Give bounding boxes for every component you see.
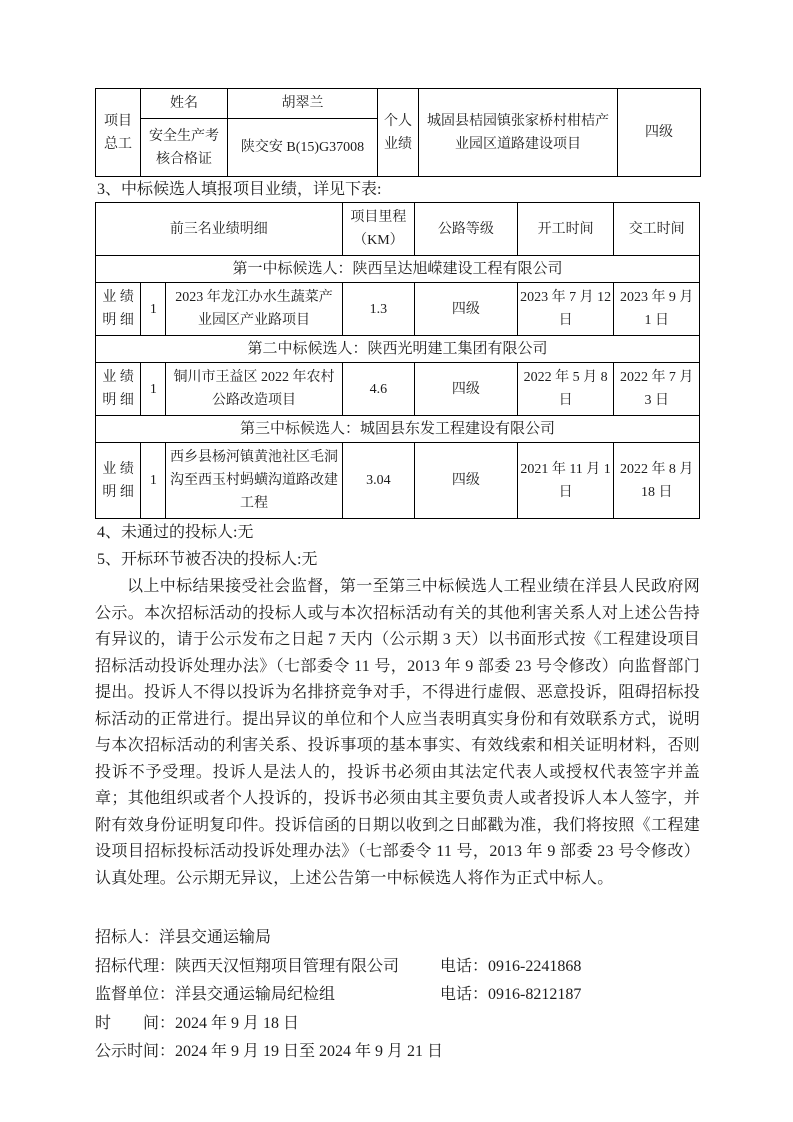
project-cell: 铜川市王益区 2022 年农村公路改造项目: [166, 363, 342, 416]
candidate-row-3: [96, 416, 700, 443]
finish-date-cell: 2022 年 7 月 3 日: [614, 363, 700, 416]
chief-engineer-table: [95, 88, 701, 177]
supervisor-value: 洋县交通运输局纪检组: [175, 986, 336, 1003]
header-mileage-cell: 项目里程（KM）: [342, 203, 414, 256]
supervisor-phone-text: [440, 981, 581, 1010]
mileage-cell: 4.6: [342, 363, 414, 416]
candidate-name: 第一中标候选人：陕西呈达旭嵘建设工程有限公司: [96, 256, 700, 283]
finish-date-cell: 2022 年 8 月 18 日: [614, 443, 700, 519]
mileage-cell: 1.3: [342, 283, 414, 336]
name-label-cell: 姓名: [141, 89, 228, 119]
date-value: 2024 年 9 月 18 日: [175, 1014, 300, 1032]
header-start-date-cell: 开工时间: [517, 203, 614, 256]
finish-date-cell: 2023 年 9 月 1 日: [614, 283, 700, 336]
road-grade-cell: 四级: [415, 363, 518, 416]
performance-table: [95, 202, 700, 519]
supervisor-phone-label: 电话：: [440, 986, 489, 1003]
date-line: [95, 1010, 700, 1039]
start-date-cell: 2021 年 11 月 1 日: [517, 443, 614, 519]
tenderer-text: [95, 924, 440, 953]
name-value-cell: 胡翠兰: [228, 89, 378, 119]
candidate-name: 第二中标候选人：陕西光明建工集团有限公司: [96, 336, 700, 363]
row-label-cell: 业 绩 明 细: [96, 363, 141, 416]
row-no-cell: 1: [141, 363, 166, 416]
project-cell: 2023 年龙江办水生蔬菜产业园区产业路项目: [166, 283, 342, 336]
agent-line: [95, 953, 700, 982]
supervisor-phone-value: 0916-8212187: [488, 986, 582, 1003]
road-grade-cell: 四级: [415, 283, 518, 336]
start-date-cell: 2023 年 7 月 12 日: [517, 283, 614, 336]
road-grade-cell: 四级: [415, 443, 518, 519]
performance-label-cell: 个人业绩: [378, 89, 419, 177]
section5-line: 5、开标环节被否决的投标人:无: [97, 551, 318, 568]
performance-row-2: [96, 363, 700, 416]
footer-info: [95, 924, 700, 1067]
project-cell: 西乡县杨河镇黄池社区毛洞沟至西玉村蚂蟥沟道路改建工程: [166, 443, 342, 519]
supervisor-line: [95, 981, 700, 1010]
performance-project-cell: 城固县桔园镇张家桥村柑桔产业园区道路建设项目: [419, 89, 618, 177]
tenderer-value: 洋县交通运输局: [159, 929, 272, 946]
grade-cell: 四级: [618, 89, 701, 177]
candidate-row-1: [96, 256, 700, 283]
mileage-cell: 3.04: [342, 443, 414, 519]
agent-phone-label: 电话：: [440, 957, 489, 975]
agent-label: 招标代理：: [95, 957, 176, 975]
publicity-value: 2024 年 9 月 19 日至 2024 年 9 月 21 日: [175, 1043, 444, 1060]
start-date-cell: 2022 年 5 月 8 日: [517, 363, 614, 416]
agent-text: [95, 953, 440, 982]
row-no-cell: 1: [141, 283, 166, 336]
role-cell: 项目总工: [96, 89, 141, 177]
date-label: 时 间：: [95, 1014, 176, 1032]
publicity-label: 公示时间：: [95, 1043, 176, 1060]
candidate-row-2: [96, 336, 700, 363]
supervisor-text: [95, 981, 440, 1010]
header-detail-cell: 前三名业绩明细: [96, 203, 343, 256]
section4-line: 4、未通过的投标人:无: [97, 524, 254, 541]
header-road-grade-cell: 公路等级: [415, 203, 518, 256]
performance-row-1: [96, 283, 700, 336]
row-no-cell: 1: [141, 443, 166, 519]
cert-value-cell: 陕交安 B(15)G37008: [228, 119, 378, 177]
tenderer-line: [95, 924, 700, 953]
publicity-text: [95, 1038, 443, 1067]
performance-row-3: [96, 443, 700, 519]
cert-label-cell: 安全生产考核合格证: [141, 119, 228, 177]
date-text: [95, 1010, 440, 1039]
table-header-row: [96, 203, 700, 256]
header-finish-date-cell: 交工时间: [614, 203, 700, 256]
section3-heading: 3、中标候选人填报项目业绩，详见下表:: [97, 181, 382, 198]
table-row: [96, 89, 701, 119]
candidate-name: 第三中标候选人：城固县东发工程建设有限公司: [96, 416, 700, 443]
supervisor-label: 监督单位：: [95, 986, 176, 1003]
publicity-line: [95, 1038, 700, 1067]
agent-phone-value: 0916-2241868: [488, 957, 582, 975]
agent-phone-text: [440, 953, 581, 982]
tenderer-label: 招标人：: [95, 929, 160, 946]
row-label-cell: 业 绩 明 细: [96, 443, 141, 519]
row-label-cell: 业 绩 明 细: [96, 283, 141, 336]
agent-value: 陕西天汉恒翔项目管理有限公司: [175, 957, 400, 975]
supervision-notice-paragraph: 以上中标结果接受社会监督，第一至第三中标候选人工程业绩在洋县人民政府网公示。本次招标活动的投标人或与本次招标活动有关的其他利害关系人对上述公告持有异议的，请于公示发布之日起 7 天内（公示期 3 天）以书面形式按《工程建设项目招标活动投诉处理办法》（七部委令 11 号，2013 年 9 部委 23 号令修改）向监督部门提出。投诉人不得以投诉为名排挤竞争对手，不得进行虚假、恶意投诉，阻碍招标投标活动的正常进行。提出异议的单位和个人应当表明真实身份和有效联系方式，说明与本次招标活动的利害关系、投诉事项的基本事实、有效线索和相关证明材料，否则投诉不予受理。投诉人是法人的，投诉书必须由其法定代表人或授权代表签字并盖章；其他组织或者个人投诉的，投诉书必须由其主要负责人或者投诉人本人签字，并附有效身份证明复印件。投诉信函的日期以收到之日邮戳为准，我们将按照《工程建设项目招标投标活动投诉处理办法》（七部委令 11 号，2013 年 9 部委 23 号令修改）认真处理。公示期无异议，上述公告第一中标候选人将作为正式中标人。: [95, 578, 700, 887]
